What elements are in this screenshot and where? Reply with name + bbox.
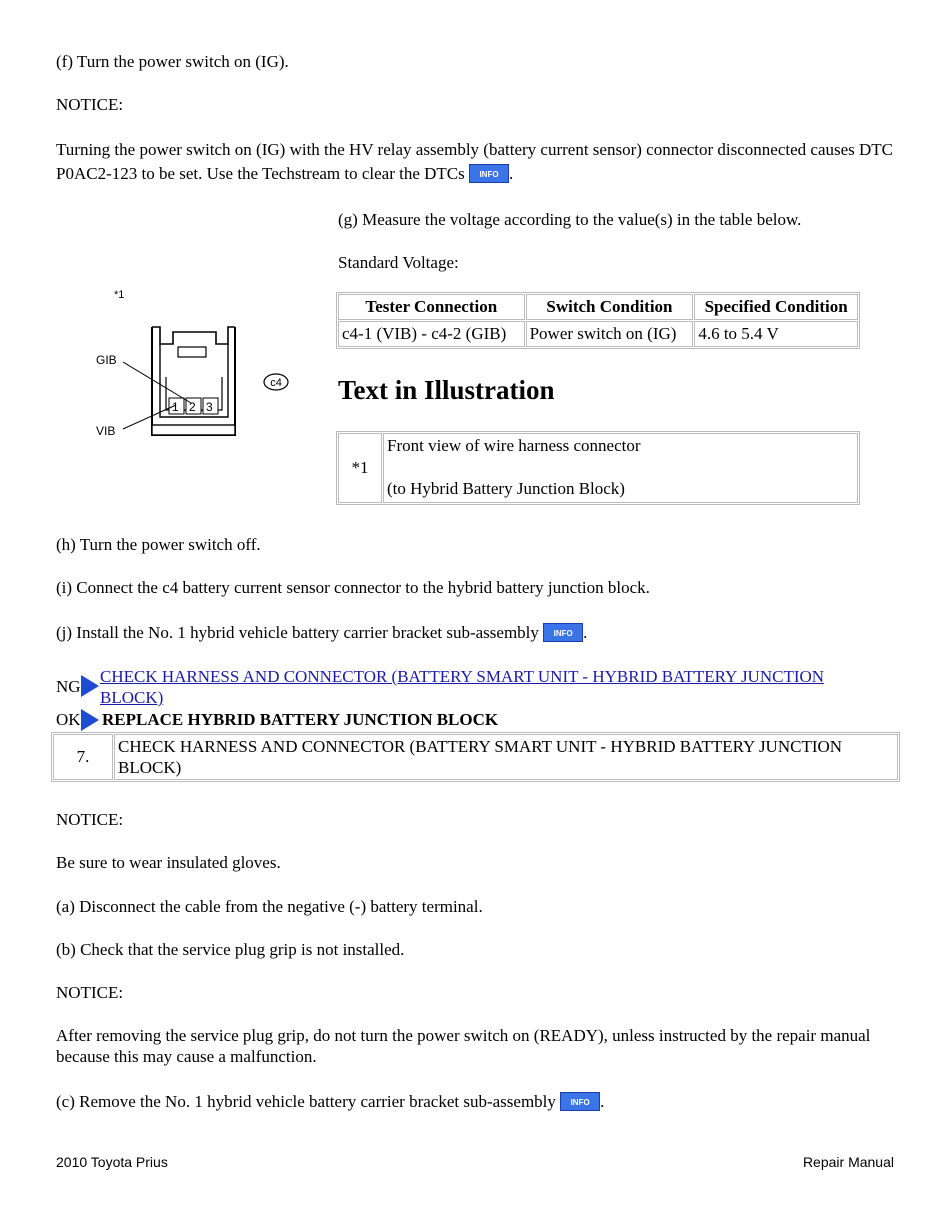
vib-label: VIB (96, 424, 116, 438)
footer-left: 2010 Toyota Prius (56, 1154, 168, 1170)
step-g: (g) Measure the voltage according to the value(s) in the table below. (338, 210, 802, 229)
info-button[interactable]: INFO (543, 623, 583, 642)
step-i: (i) Connect the c4 battery current sensor connector to the hybrid battery junction block. (56, 578, 650, 597)
ng-label: NG (56, 677, 81, 696)
notice-heading-1: NOTICE: (56, 95, 124, 114)
step-j-text: (j) Install the No. 1 hybrid vehicle battery carrier bracket sub-assembly (56, 623, 539, 642)
notice-text-1: Turning the power switch on (IG) with the HV relay assembly (battery current sensor) connector disconnected causes DTC P0AC2-123 to be set. Use the Techstream to clear the DTCs INFO . (56, 140, 894, 183)
col-specified-condition: Specified Condition (694, 294, 858, 320)
col-switch-condition: Switch Condition (526, 294, 694, 320)
table-row (338, 433, 858, 503)
table-row (53, 734, 898, 780)
text-in-illustration-heading: Text in Illustration (338, 375, 555, 405)
step7-title: CHECK HARNESS AND CONNECTOR (BATTERY SMART UNIT - HYBRID BATTERY JUNCTION BLOCK) (114, 734, 898, 780)
ok-arrow-icon (81, 709, 99, 731)
pin-2-label: 2 (189, 400, 196, 414)
connector-id: c4 (270, 377, 282, 389)
footer-right: Repair Manual (802, 1154, 894, 1170)
ng-arrow-icon (81, 675, 99, 697)
notice-heading-3: NOTICE: (56, 983, 124, 1002)
pin-1-label: 1 (172, 400, 179, 414)
standard-voltage-label: Standard Voltage: (338, 253, 459, 272)
illus-desc-cell (383, 433, 858, 503)
step-h: (h) Turn the power switch off. (56, 535, 261, 554)
notice-text-3: After removing the service plug grip, do not turn the power switch on (READY), unless instructed by the repair manual because this may cause a malfunction. (56, 1026, 871, 1066)
table-row (338, 321, 858, 347)
cell-tester-connection: c4-1 (VIB) - c4-2 (GIB) (338, 321, 525, 347)
step-f: (f) Turn the power switch on (IG). (56, 52, 289, 71)
illus-key-cell: *1 (338, 433, 382, 503)
illus-desc-line2: (to Hybrid Battery Junction Block) (387, 479, 625, 498)
step-j: (j) Install the No. 1 hybrid vehicle battery carrier bracket sub-assembly INFO . (56, 623, 588, 642)
step-a: (a) Disconnect the cable from the negative (-) battery terminal. (56, 897, 483, 916)
col-tester-connection: Tester Connection (338, 294, 525, 320)
step-c: (c) Remove the No. 1 hybrid vehicle battery carrier bracket sub-assembly INFO . (56, 1092, 605, 1111)
info-button[interactable]: INFO (560, 1092, 600, 1111)
voltage-table-header (338, 294, 858, 320)
cell-switch-condition: Power switch on (IG) (526, 321, 694, 347)
step7-table (51, 732, 900, 782)
illus-callout: *1 (114, 289, 125, 301)
notice-text-1-body: Turning the power switch on (IG) with the HV relay assembly (battery current sensor) connector disconnected causes DTC P0AC2-123 to be set. Use the Techstream to clear the DTCs (56, 140, 894, 183)
step-b: (b) Check that the service plug grip is not installed. (56, 940, 405, 959)
ng-link[interactable]: CHECK HARNESS AND CONNECTOR (BATTERY SMART UNIT - HYBRID BATTERY JUNCTION BLOCK) (100, 667, 825, 707)
ok-action: REPLACE HYBRID BATTERY JUNCTION BLOCK (102, 710, 499, 729)
illus-desc-line1: Front view of wire harness connector (387, 436, 641, 455)
step7-number: 7. (53, 734, 113, 780)
notice-heading-2: NOTICE: (56, 810, 124, 829)
pin-3-label: 3 (206, 400, 213, 414)
cell-specified-condition: 4.6 to 5.4 V (694, 321, 858, 347)
step-c-text: (c) Remove the No. 1 hybrid vehicle battery carrier bracket sub-assembly (56, 1092, 556, 1111)
illustration-key-table (336, 431, 860, 505)
gib-label: GIB (96, 353, 117, 367)
connector-illustration (90, 282, 305, 442)
notice-text-2: Be sure to wear insulated gloves. (56, 853, 281, 872)
ok-label: OK (56, 710, 81, 729)
voltage-table (336, 292, 860, 349)
info-button[interactable]: INFO (469, 164, 509, 183)
